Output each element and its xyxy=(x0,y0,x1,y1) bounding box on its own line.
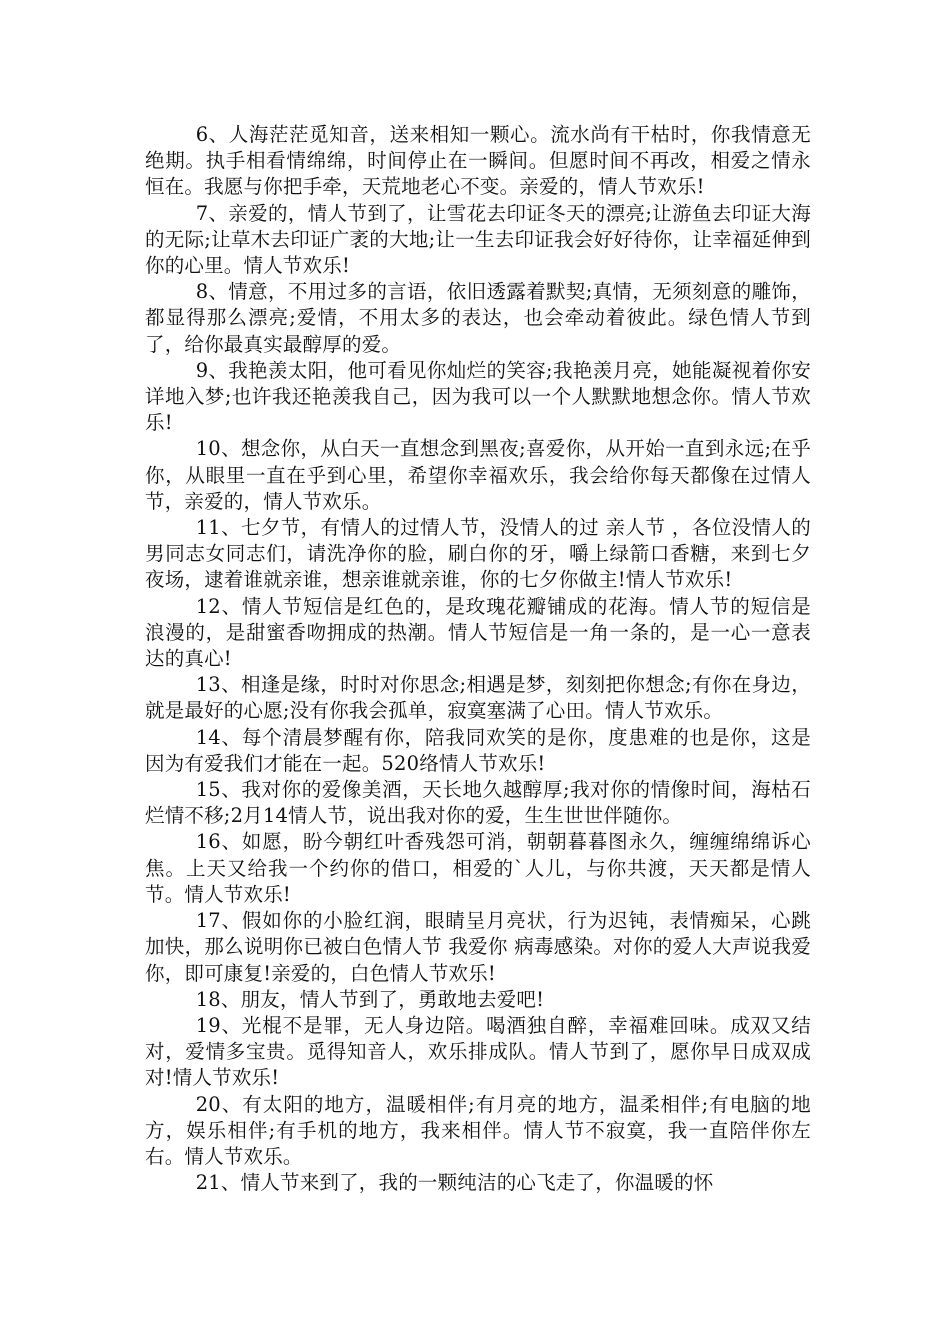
paragraph-16: 16、如愿，盼今朝红叶香残怨可消，朝朝暮暮图永久，缠缠绵绵诉心焦。上天又给我一个约你的借口，相爱的`人儿，与你共渡，天天都是情人节。情人节欢乐! xyxy=(145,830,811,906)
paragraph-17: 17、假如你的小脸红润，眼睛呈月亮状，行为迟钝，表情痴呆，心跳加快，那么说明你已被白色情人节 我爱你 病毒感染。对你的爱人大声说我爱你，即可康复!亲爱的，白色情人节欢乐! xyxy=(145,909,811,985)
paragraph-21: 21、情人节来到了，我的一颗纯洁的心飞走了，你温暖的怀 xyxy=(195,1171,714,1195)
paragraph-15: 15、我对你的爱像美酒，天长地久越醇厚;我对你的情像时间，海枯石烂情不移;2月14情人节，说出我对你的爱，生生世世伴随你。 xyxy=(145,778,811,828)
paragraph-19: 19、光棍不是罪，无人身边陪。喝酒独自醉，幸福难回味。成双又结对，爱情多宝贵。觅得知音人，欢乐排成队。情人节到了，愿你早日成双成对!情人节欢乐! xyxy=(145,1013,811,1090)
paragraph-10: 10、想念你，从白天一直想念到黑夜;喜爱你，从开始一直到永远;在乎你，从眼里一直在乎到心里，希望你幸福欢乐，我会给你每天都像在过情人节，亲爱的，情人节欢乐。 xyxy=(145,437,811,513)
paragraph-9: 9、我艳羡太阳，他可看见你灿烂的笑容;我艳羡月亮，她能凝视着你安详地入梦;也许我还艳羡我自己，因为我可以一个人默默地想念你。情人节欢乐! xyxy=(145,358,811,435)
paragraph-18: 18、朋友，情人节到了，勇敢地去爱吧! xyxy=(195,987,545,1011)
document-body xyxy=(145,122,811,1196)
paragraph-6: 6、人海茫茫觅知音，送来相知一颗心。流水尚有干枯时，你我情意无绝期。执手相看情绵绵，时间停止在一瞬间。但愿时间不再改，相爱之情永恒在。我愿与你把手牵，天荒地老心不变。亲爱的，情人节欢乐! xyxy=(145,123,811,199)
paragraph-12: 12、情人节短信是红色的，是玫瑰花瓣铺成的花海。情人节的短信是浪漫的，是甜蜜香吻拥成的热潮。情人节短信是一角一条的，是一心一意表达的真心! xyxy=(145,594,811,671)
paragraph-7: 7、亲爱的，情人节到了，让雪花去印证冬天的漂亮;让游鱼去印证大海的无际;让草木去印证广袤的大地;让一生去印证我会好好待你，让幸福延伸到你的心里。情人节欢乐! xyxy=(145,201,811,278)
paragraph-13: 13、相逢是缘，时时对你思念;相遇是梦，刻刻把你想念;有你在身边，就是最好的心愿;没有你我会孤单，寂寞塞满了心田。情人节欢乐。 xyxy=(145,673,811,723)
paragraph-8: 8、情意，不用过多的言语，依旧透露着默契;真情，无须刻意的雕饰，都显得那么漂亮;爱情，不用太多的表达，也会牵动着彼此。绿色情人节到了，给你最真实最醇厚的爱。 xyxy=(145,280,811,356)
paragraph-14: 14、每个清晨梦醒有你，陪我同欢笑的是你，度患难的也是你，这是因为有爱我们才能在一起。520络情人节欢乐! xyxy=(145,725,811,775)
paragraph-11: 11、七夕节，有情人的过情人节，没情人的过 亲人节 ，各位没情人的男同志女同志们，请洗净你的脸，刷白你的牙，嚼上绿箭口香糖，来到七夕夜场，逮着谁就亲谁，想亲谁就亲谁，你的七夕你做主!情人节欢乐! xyxy=(145,516,811,592)
paragraph-20: 20、有太阳的地方，温暖相伴;有月亮的地方，温柔相伴;有电脑的地方，娱乐相伴;有手机的地方，我来相伴。情人节不寂寞，我一直陪伴你左右。情人节欢乐。 xyxy=(145,1092,811,1168)
